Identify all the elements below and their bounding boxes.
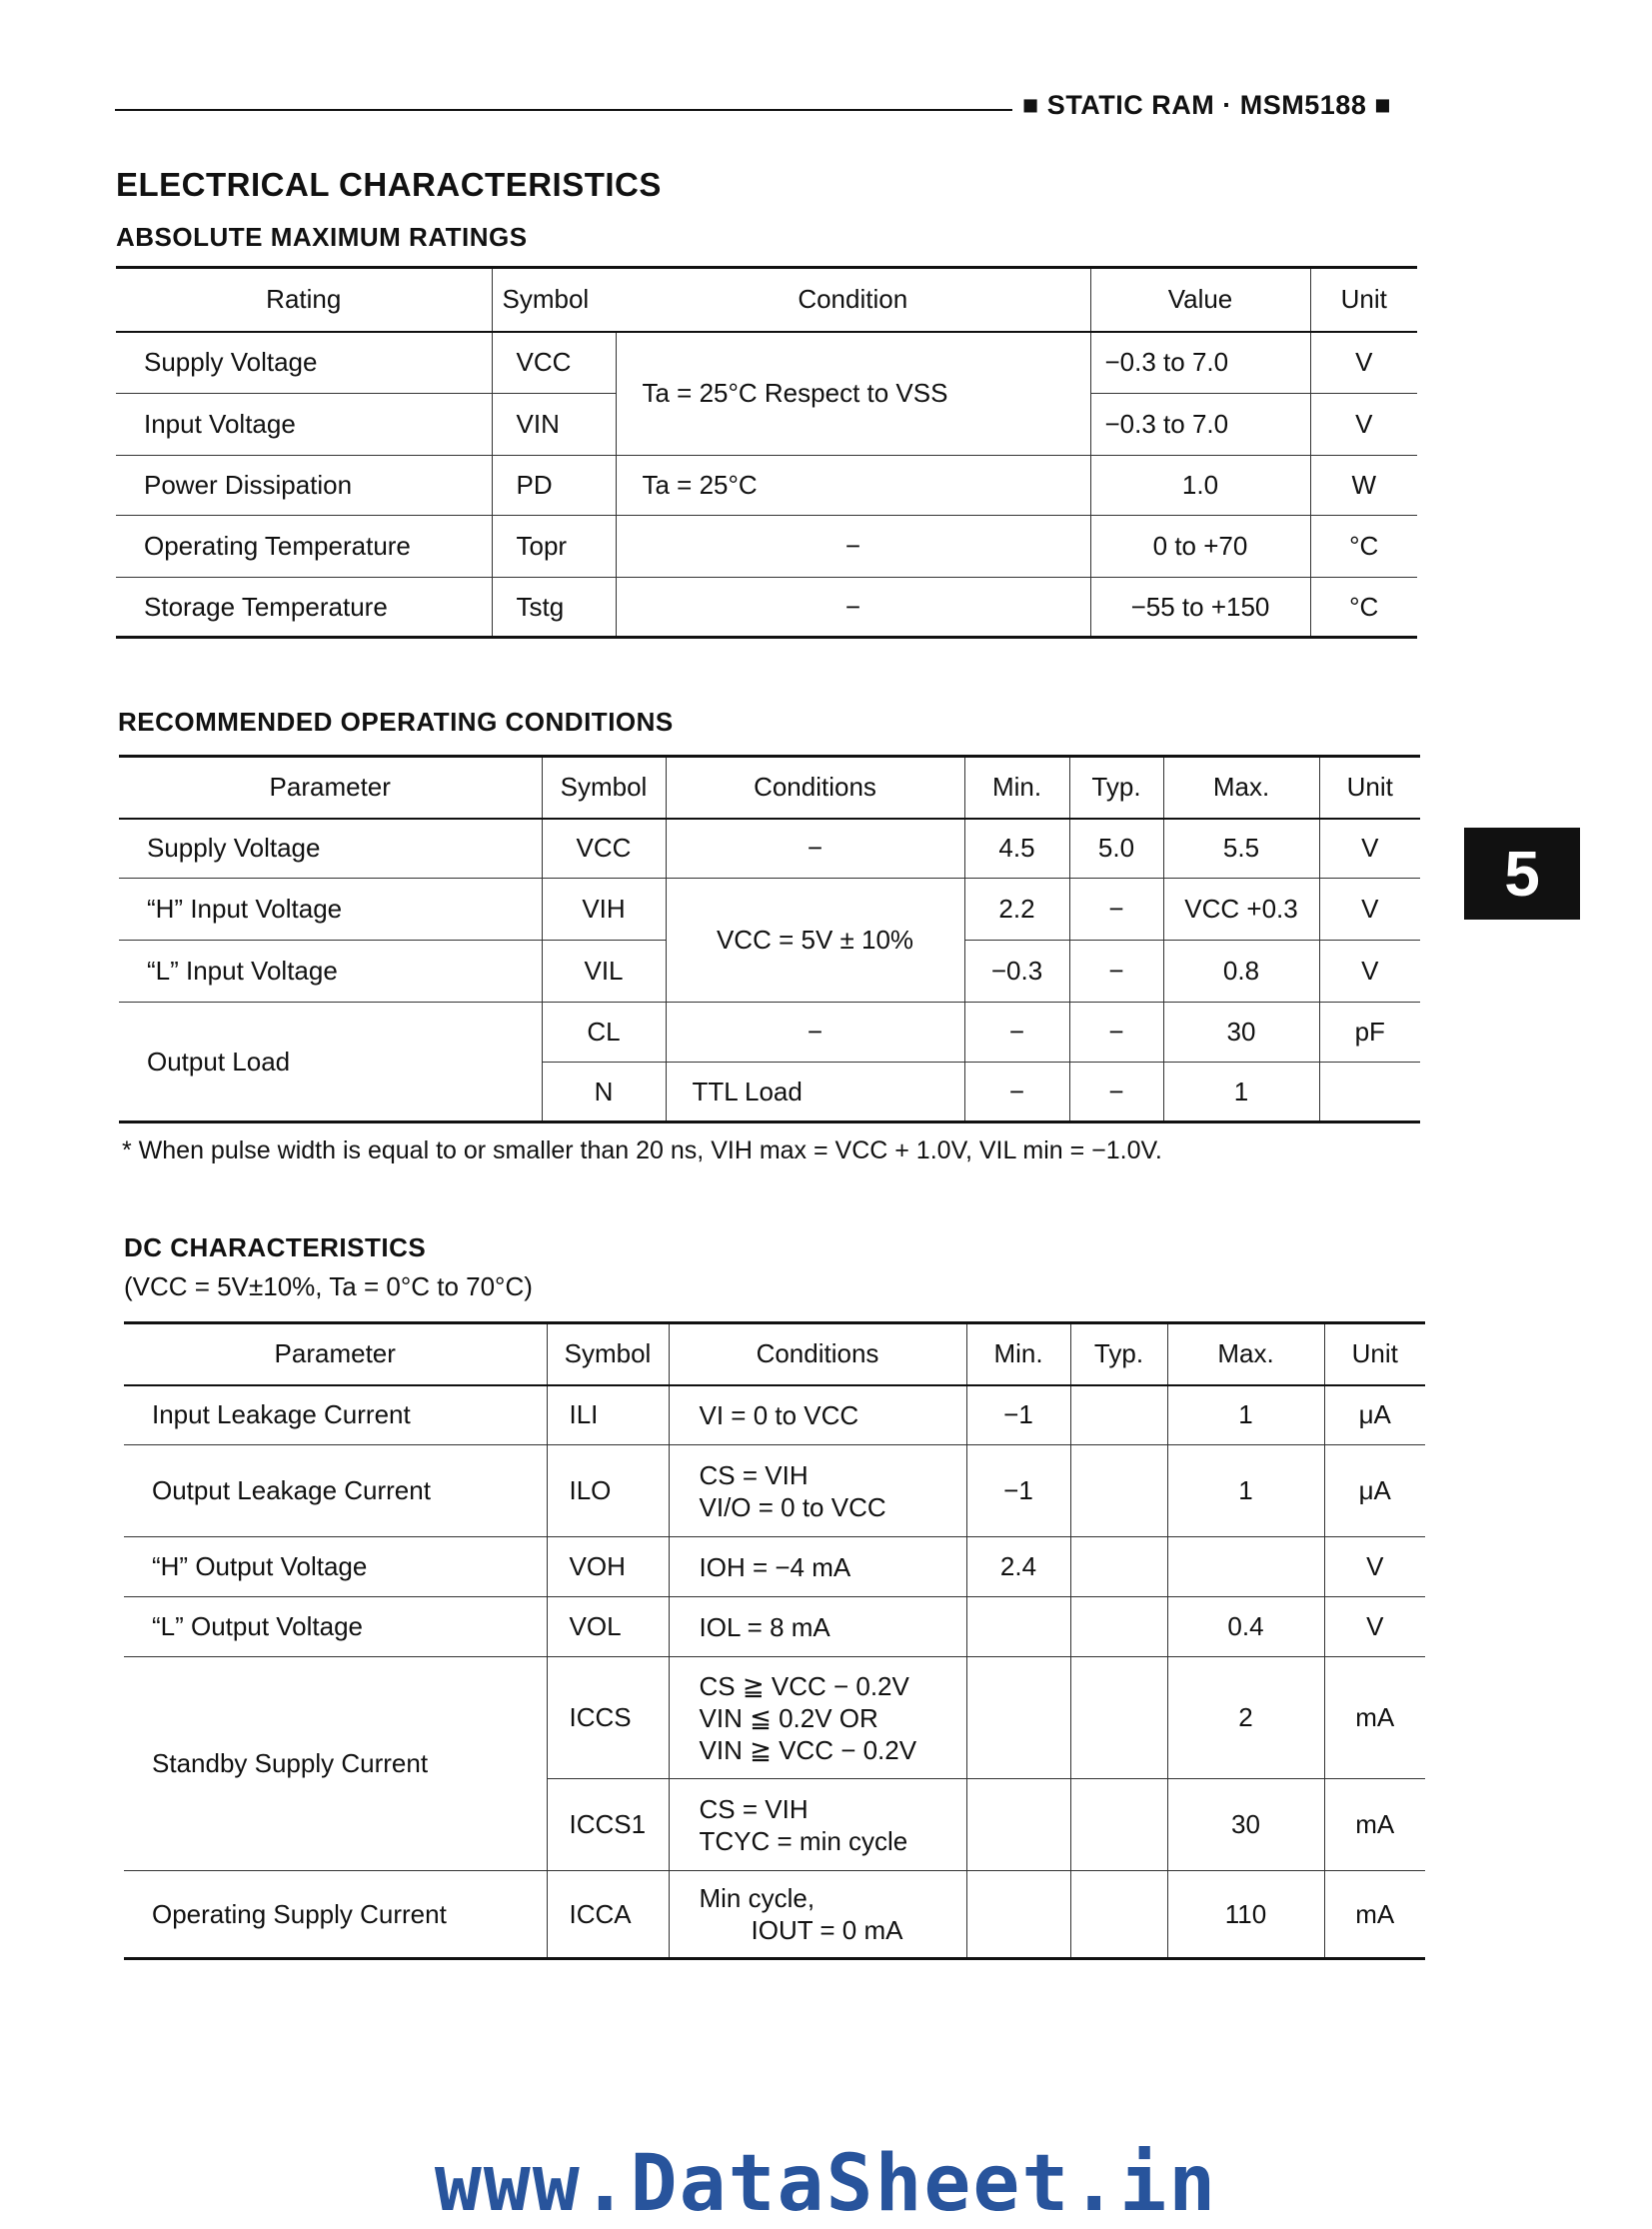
unit-cell: μA	[1324, 1445, 1425, 1537]
unit-cell: V	[1319, 879, 1420, 941]
unit-cell: V	[1319, 819, 1420, 879]
symbol-cell: ILI	[547, 1385, 669, 1445]
table-row	[116, 332, 1417, 394]
cond-cell: TTL Load	[666, 1063, 964, 1122]
col-header: Symbol	[547, 1323, 669, 1385]
typ-cell: −	[1069, 1063, 1163, 1122]
table-row	[124, 1871, 1425, 1959]
symbol-cell: N	[542, 1063, 666, 1122]
min-cell: −1	[966, 1445, 1070, 1537]
typ-cell	[1070, 1385, 1167, 1445]
cond-line: CS = VIH	[699, 1793, 809, 1824]
unit-cell: V	[1324, 1597, 1425, 1657]
table-row	[119, 879, 1420, 941]
dc-table	[124, 1321, 1425, 1960]
symbol-cell: ILO	[547, 1445, 669, 1537]
rating-cell: Power Dissipation	[116, 456, 492, 516]
typ-cell	[1070, 1657, 1167, 1779]
typ-cell: −	[1069, 941, 1163, 1003]
header-title: ■ STATIC RAM · MSM5188 ■	[1022, 90, 1392, 120]
unit-cell: V	[1310, 332, 1417, 394]
cond-line: VIN ≧ VCC − 0.2V	[699, 1734, 917, 1765]
symbol-cell: ICCS1	[547, 1779, 669, 1871]
cond-cell: −	[666, 819, 964, 879]
cond-cell: VCC = 5V ± 10%	[666, 879, 964, 1003]
min-cell: 2.4	[966, 1537, 1070, 1597]
min-cell: −1	[966, 1385, 1070, 1445]
typ-cell	[1070, 1445, 1167, 1537]
max-cell: 30	[1167, 1779, 1324, 1871]
typ-cell	[1070, 1597, 1167, 1657]
max-cell: 1	[1167, 1445, 1324, 1537]
symbol-cell: ICCS	[547, 1657, 669, 1779]
typ-cell	[1070, 1537, 1167, 1597]
cond-line: IOH = −4 mA	[699, 1551, 851, 1582]
param-cell: “L” Input Voltage	[119, 941, 542, 1003]
min-cell	[966, 1779, 1070, 1871]
unit-cell: V	[1324, 1537, 1425, 1597]
unit-cell: V	[1319, 941, 1420, 1003]
value-cell: 0 to +70	[1090, 516, 1310, 578]
max-cell: 30	[1163, 1003, 1319, 1063]
table-row	[124, 1385, 1425, 1445]
max-cell: 110	[1167, 1871, 1324, 1959]
col-header: Rating	[116, 268, 492, 332]
table-row	[124, 1597, 1425, 1657]
symbol-cell: CL	[542, 1003, 666, 1063]
table-row	[116, 578, 1417, 638]
unit-cell	[1319, 1063, 1420, 1122]
col-header: Typ.	[1070, 1323, 1167, 1385]
max-cell: 0.8	[1163, 941, 1319, 1003]
footnote: * When pulse width is equal to or smaller than 20 ns, VIH max = VCC + 1.0V, VIL min = −1.0V.	[122, 1136, 1162, 1164]
cond-line: CS = VIH	[699, 1459, 809, 1490]
typ-cell: 5.0	[1069, 819, 1163, 879]
col-header: Unit	[1319, 757, 1420, 819]
cond-cell	[669, 1597, 966, 1657]
rating-cell: Input Voltage	[116, 394, 492, 456]
condition-cell: Ta = 25°C	[616, 456, 1090, 516]
param-cell: Output Load	[119, 1003, 542, 1122]
cond-cell: −	[666, 1003, 964, 1063]
max-cell: 1	[1163, 1063, 1319, 1122]
symbol-cell: VIL	[542, 941, 666, 1003]
rec-op-title: RECOMMENDED OPERATING CONDITIONS	[118, 707, 674, 737]
dc-subtitle: (VCC = 5V±10%, Ta = 0°C to 70°C)	[124, 1271, 533, 1301]
cond-line: Min cycle,	[699, 1883, 816, 1913]
symbol-cell: VOH	[547, 1537, 669, 1597]
condition-cell: Ta = 25°C Respect to VSS	[616, 332, 1090, 456]
param-cell: “H” Input Voltage	[119, 879, 542, 941]
param-cell: Input Leakage Current	[124, 1385, 547, 1445]
unit-cell: mA	[1324, 1779, 1425, 1871]
rating-cell: Storage Temperature	[116, 578, 492, 638]
col-header: Parameter	[124, 1323, 547, 1385]
col-header: Conditions	[666, 757, 964, 819]
unit-cell: pF	[1319, 1003, 1420, 1063]
cond-line: TCYC = min cycle	[699, 1825, 908, 1856]
symbol-cell: PD	[492, 456, 616, 516]
table-row	[116, 456, 1417, 516]
section-tab: 5	[1464, 828, 1580, 920]
cond-line: VI = 0 to VCC	[699, 1399, 859, 1430]
col-header: Max.	[1167, 1323, 1324, 1385]
param-cell: Supply Voltage	[119, 819, 542, 879]
symbol-cell: ICCA	[547, 1871, 669, 1959]
col-header: Unit	[1324, 1323, 1425, 1385]
min-cell: −0.3	[964, 941, 1069, 1003]
max-cell	[1167, 1537, 1324, 1597]
rating-cell: Supply Voltage	[116, 332, 492, 394]
cond-cell	[669, 1657, 966, 1779]
unit-cell: W	[1310, 456, 1417, 516]
table-row	[124, 1537, 1425, 1597]
table-row	[124, 1657, 1425, 1779]
max-cell: 1	[1167, 1385, 1324, 1445]
table-row	[119, 819, 1420, 879]
symbol-cell: VCC	[492, 332, 616, 394]
cond-cell	[669, 1779, 966, 1871]
watermark: www.DataSheet.in	[434, 2139, 1218, 2229]
cond-cell	[669, 1445, 966, 1537]
symbol-cell: Tstg	[492, 578, 616, 638]
col-header: Condition	[616, 268, 1090, 332]
param-cell: Operating Supply Current	[124, 1871, 547, 1959]
min-cell	[966, 1597, 1070, 1657]
col-header: Value	[1090, 268, 1310, 332]
cond-line: IOL = 8 mA	[699, 1611, 830, 1642]
param-cell: “H” Output Voltage	[124, 1537, 547, 1597]
condition-cell: −	[616, 578, 1090, 638]
abs-max-table	[116, 266, 1417, 639]
table-row	[119, 1003, 1420, 1063]
max-cell: 0.4	[1167, 1597, 1324, 1657]
value-cell: −55 to +150	[1090, 578, 1310, 638]
typ-cell	[1070, 1871, 1167, 1959]
typ-cell: −	[1069, 879, 1163, 941]
min-cell: 2.2	[964, 879, 1069, 941]
value-cell: −0.3 to 7.0	[1090, 332, 1310, 394]
cond-cell	[669, 1385, 966, 1445]
value-cell: 1.0	[1090, 456, 1310, 516]
col-header: Symbol	[492, 268, 616, 332]
cond-cell	[669, 1871, 966, 1959]
symbol-cell: VCC	[542, 819, 666, 879]
min-cell: −	[964, 1003, 1069, 1063]
unit-cell: °C	[1310, 516, 1417, 578]
min-cell	[966, 1871, 1070, 1959]
min-cell	[966, 1657, 1070, 1779]
cond-line: VIN ≦ 0.2V OR	[699, 1702, 878, 1733]
max-cell: VCC +0.3	[1163, 879, 1319, 941]
page-title: ELECTRICAL CHARACTERISTICS	[116, 166, 662, 203]
typ-cell: −	[1069, 1003, 1163, 1063]
condition-cell: −	[616, 516, 1090, 578]
unit-cell: mA	[1324, 1871, 1425, 1959]
unit-cell: V	[1310, 394, 1417, 456]
min-cell: −	[964, 1063, 1069, 1122]
max-cell: 2	[1167, 1657, 1324, 1779]
param-cell: “L” Output Voltage	[124, 1597, 547, 1657]
param-cell: Output Leakage Current	[124, 1445, 547, 1537]
header-rule	[115, 109, 1012, 111]
unit-cell: mA	[1324, 1657, 1425, 1779]
table-row	[124, 1445, 1425, 1537]
col-header: Unit	[1310, 268, 1417, 332]
typ-cell	[1070, 1779, 1167, 1871]
rec-op-table	[119, 755, 1420, 1123]
table-row	[116, 516, 1417, 578]
min-cell: 4.5	[964, 819, 1069, 879]
symbol-cell: VIN	[492, 394, 616, 456]
unit-cell: °C	[1310, 578, 1417, 638]
col-header: Symbol	[542, 757, 666, 819]
col-header: Max.	[1163, 757, 1319, 819]
col-header: Min.	[964, 757, 1069, 819]
symbol-cell: VOL	[547, 1597, 669, 1657]
cond-cell	[669, 1537, 966, 1597]
max-cell: 5.5	[1163, 819, 1319, 879]
value-cell: −0.3 to 7.0	[1090, 394, 1310, 456]
cond-line: IOUT = 0 mA	[751, 1915, 903, 1945]
col-header: Typ.	[1069, 757, 1163, 819]
col-header: Parameter	[119, 757, 542, 819]
col-header: Conditions	[669, 1323, 966, 1385]
cond-line: CS ≧ VCC − 0.2V	[699, 1670, 909, 1701]
dc-title: DC CHARACTERISTICS	[124, 1232, 427, 1262]
symbol-cell: Topr	[492, 516, 616, 578]
abs-max-title: ABSOLUTE MAXIMUM RATINGS	[116, 222, 528, 252]
param-cell: Standby Supply Current	[124, 1657, 547, 1871]
cond-line: VI/O = 0 to VCC	[699, 1491, 886, 1522]
col-header: Min.	[966, 1323, 1070, 1385]
unit-cell: μA	[1324, 1385, 1425, 1445]
rating-cell: Operating Temperature	[116, 516, 492, 578]
symbol-cell: VIH	[542, 879, 666, 941]
